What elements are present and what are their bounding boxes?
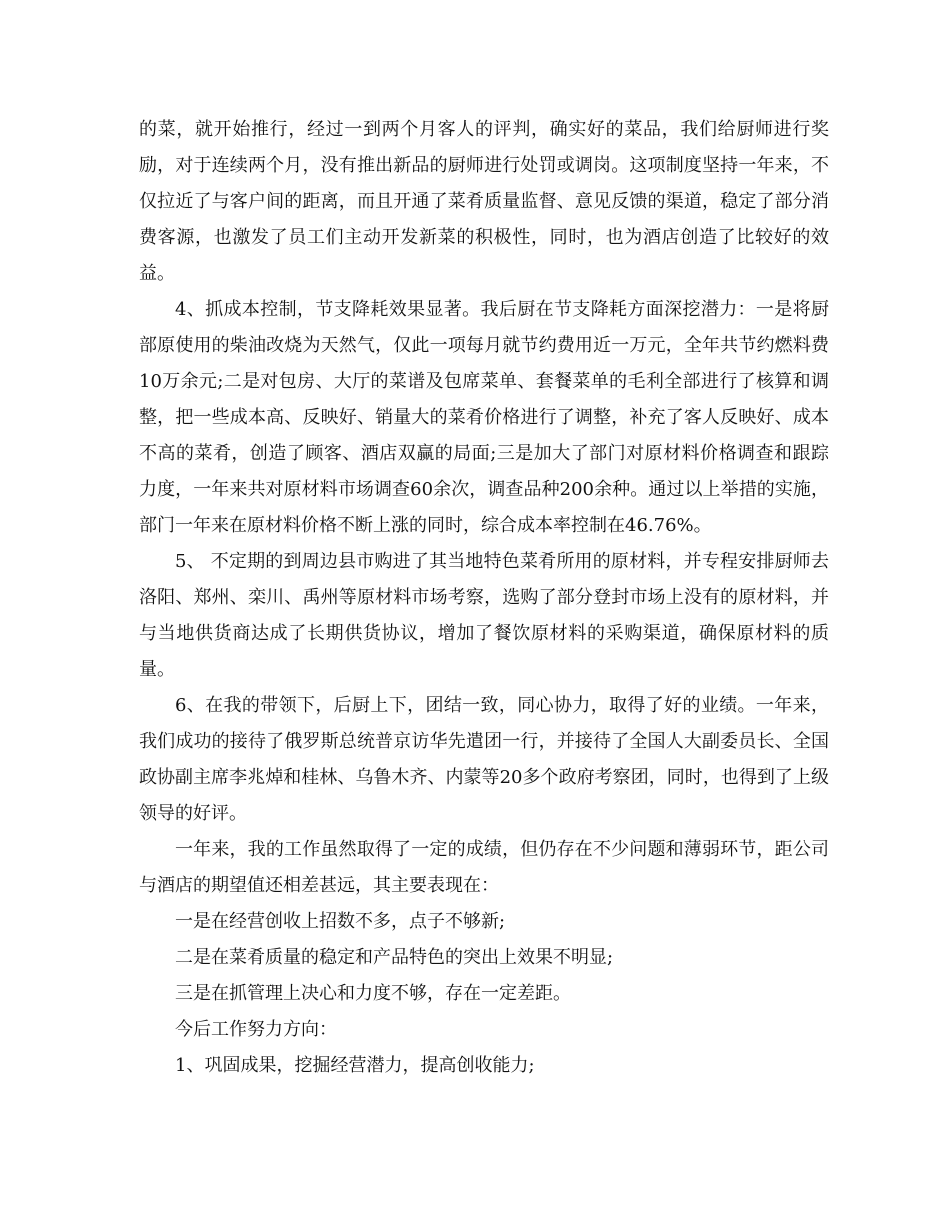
paragraph-shortcoming-2: 二是在菜肴质量的稳定和产品特色的突出上效果不明显;: [175, 947, 614, 968]
paragraph-item-4-cost-control: 4、抓成本控制，节支降耗效果显著。我后厨在节支降耗方面深挖潜力：一是将厨部原使用的柴油改烧为天然气，仅此一项每月就节约费用近一万元，全年共节约燃料费10万余元;二是对包房、大厅的菜谱及包席菜单、套餐菜单的毛利全部进行了核算和调整，把一些成本高、反映好、销量大的菜肴价格进行了调整，补充了客人反映好、成本不高的菜肴，创造了顾客、酒店双赢的局面;三是加大了部门对原材料价格调查和跟踪力度，一年来共对原材料市场调查60余次，调查品种200余种。通过以上举措的实施，部门一年来在原材料价格不断上涨的同时，综合成本率控制在46.76%。: [139, 299, 829, 536]
document-page: [139, 112, 829, 1084]
paragraph-item-5-materials: 5、 不定期的到周边县市购进了其当地特色菜肴所用的原材料，并专程安排厨师去洛阳、郑州、栾川、禹州等原材料市场考察，选购了部分登封市场上没有的原材料，并与当地供货商达成了长期供货协议，增加了餐饮原材料的采购渠道，确保原材料的质量。: [139, 551, 829, 680]
paragraph-item-6-achievements: 6、在我的带领下，后厨上下，团结一致，同心协力，取得了好的业绩。一年来，我们成功的接待了俄罗斯总统普京访华先遣团一行，并接待了全国人大副委员长、全国政协副主席李兆焯和桂林、乌鲁木齐、内蒙等20多个政府考察团，同时，也得到了上级领导的好评。: [139, 695, 829, 824]
paragraph-shortcomings-intro: 一年来，我的工作虽然取得了一定的成绩，但仍存在不少问题和薄弱环节，距公司与酒店的期望值还相差甚远，其主要表现在：: [139, 839, 829, 896]
paragraph-continuation: 的菜，就开始推行，经过一到两个月客人的评判，确实好的菜品，我们给厨师进行奖励，对于连续两个月，没有推出新品的厨师进行处罚或调岗。这项制度坚持一年来，不仅拉近了与客户间的距离，而且开通了菜肴质量监督、意见反馈的渠道，稳定了部分消费客源，也激发了员工们主动开发新菜的积极性，同时，也为酒店创造了比较好的效益。: [139, 119, 829, 284]
paragraph-shortcoming-1: 一是在经营创收上招数不多，点子不够新;: [175, 911, 506, 932]
paragraph-future-direction-heading: 今后工作努力方向：: [175, 1019, 337, 1040]
paragraph-shortcoming-3: 三是在抓管理上决心和力度不够，存在一定差距。: [175, 983, 571, 1004]
paragraph-future-item-1: 1、巩固成果，挖掘经营潜力，提高创收能力;: [175, 1055, 535, 1076]
